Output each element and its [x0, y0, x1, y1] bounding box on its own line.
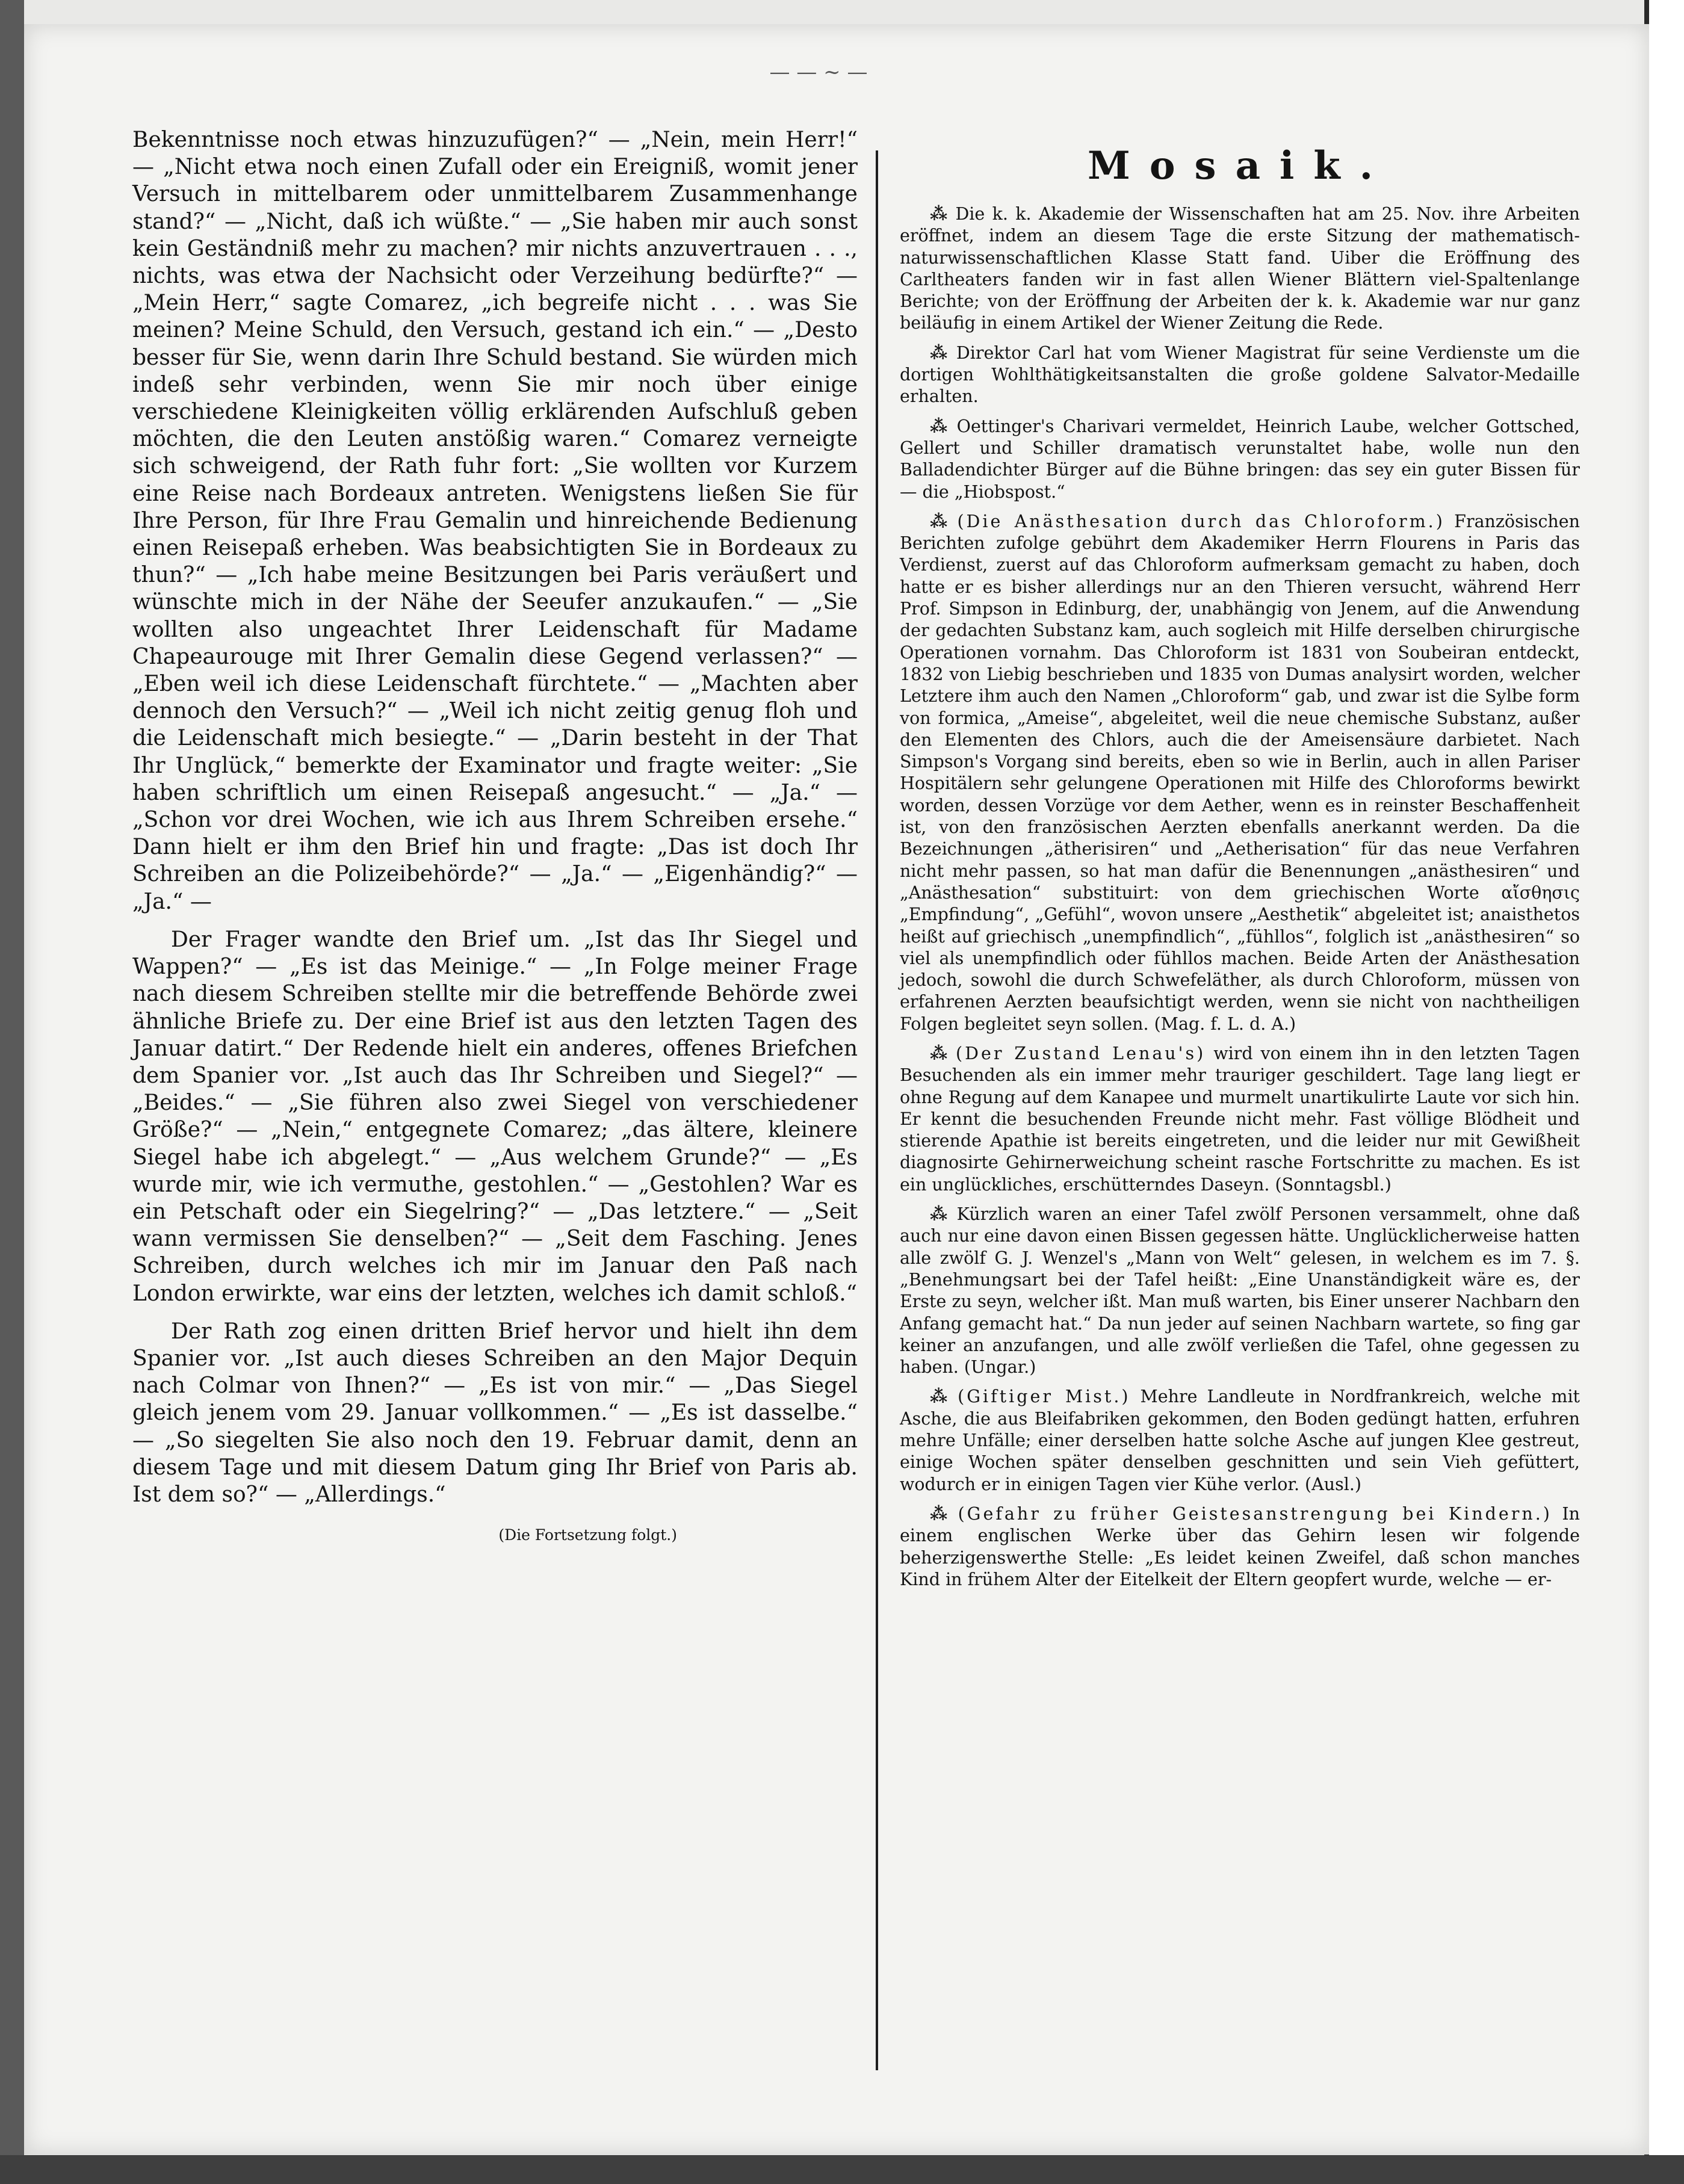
asterism-icon: ⁂	[930, 510, 952, 531]
news-item-text: In einem englischen Werke über das Gehirn lesen wir folgende beherzigenswerthe Stelle: „Es leidet keinen Zweifel, daß schon manches Kind in frühem Alter der Eitelkeit der Eltern geopfert wurde, welche — er-	[900, 1503, 1580, 1589]
news-item	[900, 342, 1580, 408]
right-column	[900, 126, 1580, 1598]
asterism-icon: ⁂	[930, 1042, 950, 1063]
asterism-icon: ⁂	[930, 1503, 952, 1524]
column-divider	[876, 150, 878, 2070]
news-item-text: Kürzlich waren an einer Tafel zwölf Personen versammelt, ohne daß auch nur eine davon einen Bissen gegessen hätte. Unglücklicherweise hatten alle zwölf G. J. Wenzel's „Mann von Welt“ gelesen, in welchem es im 7. §. „Benehmungsart bei der Tafel heißt: „Eine Unanständigkeit wäre es, der Erste zu seyn, welcher ißt. Man muß warten, bis Einer unserer Nachbarn den Anfang gemacht hat.“ Da nun jeder auf seinen Nachbarn wartete, so fing gar keiner an anzufangen, und alle zwölf verließen die Tafel, ohne gegessen zu haben. (Ungar.)	[900, 1204, 1580, 1378]
news-item-text: Oettinger's Charivari vermeldet, Heinrich Laube, welcher Gottsched, Gellert und Schiller dramatisch verunstaltet habe, wolle nun den Balladendichter Bürger auf die Bühne bringen: das sey ein guter Bissen für — die „Hiobspost.“	[900, 416, 1580, 502]
news-item-text: Französischen Berichten zufolge gebührt dem Akademiker Herrn Flourens in Paris das Verdienst, zuerst auf das Chloroform aufmerksam gemacht zu haben, doch hatte er es bisher allerdings nur an den Thieren versucht, während Herr Prof. Simpson in Edinburg, der, unabhängig von Jenem, auf die Anwendung der gedachten Substanz kam, auch sogleich mit Hilfe derselben chirurgische Operationen vornahm. Das Chloroform ist 1831 von Soubeiran entdeckt, 1832 von Liebig beschrieben und 1835 von Dumas analysirt worden, welcher Letztere ihm auch den Namen „Chloroform“ gab, und zwar ist die Sylbe form von formica, „Ameise“, abgeleitet, weil die neue chemische Substanz, außer den Elementen des Chlors, auch die der Ameisensäure darbietet. Nach Simpson's Vorgang sind bereits, eben so wie in Berlin, auch in allen Pariser Hospitälern sehr gelungene Operationen mit Hilfe des Chloroforms bewirkt worden, dessen Vorzüge vor dem Aether, wenn es in reinster Beschaffenheit ist, von den französischen Aerzten ebenfalls anerkannt werden. Da die Bezeichnungen „ätherisiren“ und „Aetherisation“ für das neue Verfahren nicht mehr passen, so hat man dafür die Benennungen „anästhesiren“ und „Anästhesation“ substituirt: von dem griechischen Worte αἴσθησις „Empfindung“, „Gefühl“, wovon unsere „Aesthetik“ abgeleitet ist; anaisthetos heißt auf griechisch „unempfindlich“, „fühllos“, folglich ist „anästhesiren“ so viel als unempfindlich oder fühllos machen. Beide Arten der Anästhesation jedoch, sowohl die durch Schwefeläther, als durch Chloroform, müssen von erfahrenen Aerzten beaufsichtigt werden, wenn sie nicht von nachtheiligen Folgen begleitet seyn sollen. (Mag. f. L. d. A.)	[900, 511, 1580, 1034]
news-item	[900, 415, 1580, 503]
news-item	[900, 1203, 1580, 1378]
scan-edge-left	[0, 0, 24, 2184]
continuation-note: (Die Fortsetzung folgt.)	[498, 1526, 677, 1544]
newspaper-page	[24, 24, 1649, 2155]
section-title: Mosaik.	[1088, 143, 1392, 188]
scan-edge-right	[1644, 0, 1684, 2184]
news-item	[900, 1385, 1580, 1495]
asterism-icon: ⁂	[930, 342, 950, 363]
story-paragraph-2: Der Frager wandte den Brief um. „Ist das Ihr Siegel und Wappen?“ — „Es ist das Meinige.“ — „In Folge meiner Frage nach diesem Schreiben stellte mir die betreffende Behörde zwei ähnliche Briefe zu. Der eine Brief ist aus den letzten Tagen des Januar datirt.“ Der Redende hielt ein anderes, offenes Briefchen dem Spanier vor. „Ist auch das Ihr Schreiben und Siegel?“ — „Beides.“ — „Sie führen also zwei Siegel von verschiedener Größe?“ — „Nein,“ entgegnete Comarez; „das ältere, kleinere Siegel habe ich abgelegt.“ — „Aus welchem Grunde?“ — „Es wurde mir, wie ich vermuthe, gestohlen.“ — „Gestohlen? War es ein Petschaft oder ein Siegelring?“ — „Das letztere.“ — „Seit wann vermissen Sie denselben?“ — „Seit dem Fasching. Jenes Schreiben, durch welches ich mir im Januar den Paß nach London erwirkte, war eins der letzten, welches ich damit schloß.“	[132, 927, 858, 1306]
news-items	[900, 203, 1580, 1591]
news-item-text: Die k. k. Akademie der Wissenschaften hat am 25. Nov. ihre Arbeiten eröffnet, indem an diesem Tage die erste Sitzung der mathematisch-naturwissenschaftlichen Klasse Statt fand. Uiber die Eröffnung des Carltheaters fanden wir in fast allen Wiener Blättern viel-Spaltenlange Berichte; von der Eröffnung der Arbeiten der k. k. Akademie war nur ganz beiläufig in einem Artikel der Wiener Zeitung die Rede.	[900, 204, 1580, 333]
header-marks: — — ~ —	[769, 60, 868, 84]
asterism-icon: ⁂	[930, 415, 951, 436]
news-item-text: Mehre Landleute in Nordfrankreich, welche mit Asche, die aus Bleifabriken gekommen, den Boden gedüngt hatten, erfuhren mehre Unfälle; einer derselben hatte solche Asche auf jungen Klee gestreut, einige Wochen später denselben geschnitten und sein Vieh gefüttert, wodurch er in einigen Tagen vier Kühe verlor. (Ausl.)	[900, 1387, 1580, 1494]
left-column	[132, 126, 858, 1544]
news-item-heading: (Giftiger Mist.)	[958, 1387, 1131, 1407]
news-item	[900, 203, 1580, 335]
asterism-icon: ⁂	[930, 203, 950, 224]
news-item	[900, 1503, 1580, 1591]
news-item-text: Direktor Carl hat vom Wiener Magistrat für seine Verdienste um die dortigen Wohlthätigkeitsanstalten die große goldene Salvator-Medaille erhalten.	[900, 342, 1580, 407]
story-paragraph-1: Bekenntnisse noch etwas hinzuzufügen?“ — „Nein, mein Herr!“ — „Nicht etwa noch einen Zufall oder ein Ereigniß, womit jener Versuch in mittelbarem oder unmittelbarem Zusammenhange stand?“ — „Nicht, daß ich wüßte.“ — „Sie haben mir auch sonst kein Geständniß mehr zu machen? mir nichts anzuvertrauen . . ., nichts, was etwa der Nachsicht oder Verzeihung bedürfte?“ — „Mein Herr,“ sagte Comarez, „ich begreife nicht . . . was Sie meinen? Meine Schuld, den Versuch, gestand ich ein.“ — „Desto besser für Sie, wenn darin Ihre Schuld bestand. Sie würden mich indeß sehr verbinden, wenn Sie mir noch über einige verschiedene Kleinigkeiten völlig erklärenden Aufschluß geben möchten, die den Leuten anstößig waren.“ Comarez verneigte sich schweigend, der Rath fuhr fort: „Sie wollten vor Kurzem eine Reise nach Bordeaux antreten. Wenigstens ließen Sie für Ihre Person, für Ihre Frau Gemalin und hinreichende Bedienung einen Reisepaß erheben. Was beabsichtigten Sie in Bordeaux zu thun?“ — „Ich habe meine Besitzungen bei Paris veräußert und wünschte mich in der Nähe der Seeufer anzukaufen.“ — „Sie wollten also ungeachtet Ihrer Leidenschaft für Madame Chapeaurouge mit Ihrer Gemalin diese Gegend verlassen?“ — „Eben weil ich diese Leidenschaft fürchtete.“ — „Machten aber dennoch den Versuch?“ — „Weil ich nicht zeitig genug floh und die Leidenschaft mich besiegte.“ — „Darin besteht in der That Ihr Unglück,“ bemerkte der Examinator und fragte weiter: „Sie haben schriftlich um einen Reisepaß angesucht.“ — „Ja.“ — „Schon vor drei Wochen, wie ich aus Ihrem Schreiben ersehe.“ Dann hielt er ihm den Brief hin und fragte: „Das ist doch Ihr Schreiben an die Polizeibehörde?“ — „Ja.“ — „Eigenhändig?“ — „Ja.“ —	[132, 128, 858, 914]
news-item	[900, 1042, 1580, 1196]
news-item-heading: (Gefahr zu früher Geistesanstrengung bei Kindern.)	[958, 1503, 1552, 1524]
news-item-text: wird von einem ihn in den letzten Tagen Besuchenden als ein immer mehr trauriger geschildert. Tage lang liegt er ohne Regung auf dem Kanapee und murmelt unartikulirte Laute vor sich hin. Er kennt die besuchenden Freunde nicht mehr. Fast völlige Blödheit und stierende Apathie ist bereits eingetreten, und die leider nur mit Gewißheit diagnosirte Gehirnerweichung scheint rasche Fortschritte zu machen. Es ist ein unglückliches, erschütterndes Daseyn. (Sonntagsbl.)	[900, 1043, 1580, 1195]
asterism-icon: ⁂	[930, 1204, 951, 1225]
asterism-icon: ⁂	[930, 1386, 952, 1407]
story-paragraph-3: Der Rath zog einen dritten Brief hervor und hielt ihn dem Spanier vor. „Ist auch dieses Schreiben an den Major Dequin nach Colmar von Ihnen?“ — „Es ist von mir.“ — „Das Siegel gleich jenem vom 29. Januar vollkommen.“ — „Es ist dasselbe.“ — „So siegelten Sie also noch den 19. Februar damit, denn an diesem Tage und mit diesem Datum ging Ihr Brief von Paris ab. Ist dem so?“ — „Allerdings.“	[132, 1319, 858, 1507]
scan-edge-bottom	[0, 2155, 1684, 2184]
news-item-heading: (Die Anästhesation durch das Chloroform.)	[957, 511, 1445, 531]
news-item-heading: (Der Zustand Lenau's)	[956, 1043, 1206, 1063]
news-item	[900, 510, 1580, 1035]
